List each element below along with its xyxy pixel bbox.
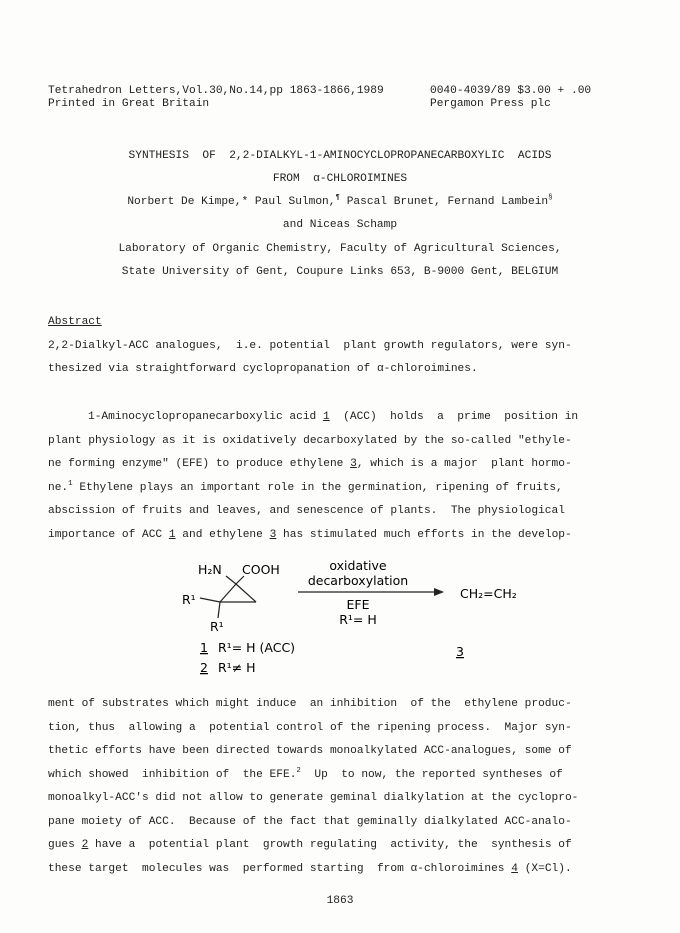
reference-2: 2 xyxy=(296,767,301,775)
body2-line-3: thetic efforts have been directed towards monoalkylated ACC-analogues, some of xyxy=(48,745,572,757)
reaction-arrow xyxy=(298,588,444,596)
author-mark-section: § xyxy=(548,194,553,202)
substituent-left: R¹ xyxy=(182,592,196,607)
body2-line-5: monoalkyl-ACC's did not allow to generate geminal dialkylation at the cyclopro- xyxy=(48,792,579,804)
body2-line-8: these target molecules was performed starting from α-chloroimines 4 (X=Cl). xyxy=(48,863,572,875)
compound-1-number: 1 xyxy=(200,640,208,655)
cyclopropane-ring xyxy=(200,576,256,618)
compound-1-label: R¹= H (ACC) xyxy=(218,640,296,655)
author-de-kimpe: Norbert De Kimpe,* xyxy=(127,196,249,208)
abstract-heading: Abstract xyxy=(48,316,102,328)
compound-ref-3: 3 xyxy=(350,458,357,470)
arrow-label-condition: R¹= H xyxy=(339,612,377,627)
title-line-2: FROM α-CHLOROIMINES xyxy=(272,173,408,185)
body2-line-7: gues 2 have a potential plant growth regulating activity, the synthesis of xyxy=(48,839,572,851)
page-number: 1863 xyxy=(326,895,354,907)
body1-line-2: plant physiology as it is oxidatively decarboxylated by the so-called "ethyle- xyxy=(48,435,572,447)
author-mark-pilcrow: ¶ xyxy=(335,194,340,202)
publisher: Pergamon Press plc xyxy=(430,98,551,110)
amine-group: H₂N xyxy=(198,562,222,577)
body1-line-1: 1-Aminocyclopropanecarboxylic acid 1 (ACC) holds a prime position in xyxy=(88,411,579,423)
compound-ref-4: 4 xyxy=(511,863,518,875)
author-list xyxy=(0,195,680,209)
printed-in: Printed in Great Britain xyxy=(48,98,210,110)
author-brunet: Pascal Brunet, xyxy=(346,196,441,208)
body2-line-2: tion, thus allowing a potential control of the ripening process. Major syn- xyxy=(48,722,572,734)
arrow-label-efe: EFE xyxy=(346,597,370,612)
author-lambein: Fernand Lambein xyxy=(447,196,549,208)
compound-2-label: R¹≠ H xyxy=(218,660,256,675)
journal-citation: Tetrahedron Letters,Vol.30,No.14,pp 1863-1866,1989 xyxy=(48,85,384,97)
issn-price: 0040-4039/89 $3.00 + .00 xyxy=(430,85,592,97)
abstract-line-1: 2,2-Dialkyl-ACC analogues, i.e. potential plant growth regulators, were syn- xyxy=(48,340,572,352)
substituent-bottom: R¹ xyxy=(210,619,224,634)
body1-line-3: ne forming enzyme" (EFE) to produce ethylene 3, which is a major plant hormo- xyxy=(48,458,572,470)
compound-ref-1b: 1 xyxy=(168,529,176,541)
reaction-scheme xyxy=(160,558,520,678)
body2-line-6: pane moiety of ACC. Because of the fact that geminally dialkylated ACC-analo- xyxy=(48,816,572,828)
title-line-1: SYNTHESIS OF 2,2-DIALKYL-1-AMINOCYCLOPROPANECARBOXYLIC ACIDS xyxy=(128,150,552,162)
carboxyl-group: COOH xyxy=(242,562,280,577)
compound-ref-1: 1 xyxy=(322,411,330,423)
body2-line-1: ment of substrates which might induce an inhibition of the ethylene produc- xyxy=(48,698,572,710)
compound-3-number: 3 xyxy=(456,644,464,659)
author-sulmon: Paul Sulmon, xyxy=(254,196,336,208)
body2-line-4: which showed inhibition of the EFE.$^2$ Up to now, the reported syntheses of xyxy=(48,767,563,781)
body1-line-5: abscission of fruits and leaves, and senescence of plants. The physiological xyxy=(48,505,565,517)
product-ethylene: CH₂=CH₂ xyxy=(460,586,517,601)
body1-line-6: importance of ACC 1 and ethylene 3 has stimulated much efforts in the develop- xyxy=(48,529,572,541)
affiliation-line-1: Laboratory of Organic Chemistry, Faculty of Agricultural Sciences, xyxy=(118,243,562,255)
arrow-label-decarboxylation: decarboxylation xyxy=(307,573,409,588)
abstract-line-2: thesized via straightforward cyclopropanation of α-chloroimines. xyxy=(48,363,478,375)
compound-ref-2: 2 xyxy=(81,839,89,851)
reference-1: 1 xyxy=(68,480,73,488)
compound-2-number: 2 xyxy=(200,660,208,675)
compound-ref-3b: 3 xyxy=(269,529,277,541)
author-schamp: and Niceas Schamp xyxy=(282,219,398,231)
affiliation-line-2: State University of Gent, Coupure Links 653, B-9000 Gent, BELGIUM xyxy=(121,266,559,278)
body1-line-4: ne.$^1$ Ethylene plays an important role in the germination, ripening of fruits, xyxy=(48,480,563,494)
arrow-label-oxidative: oxidative xyxy=(329,558,387,573)
